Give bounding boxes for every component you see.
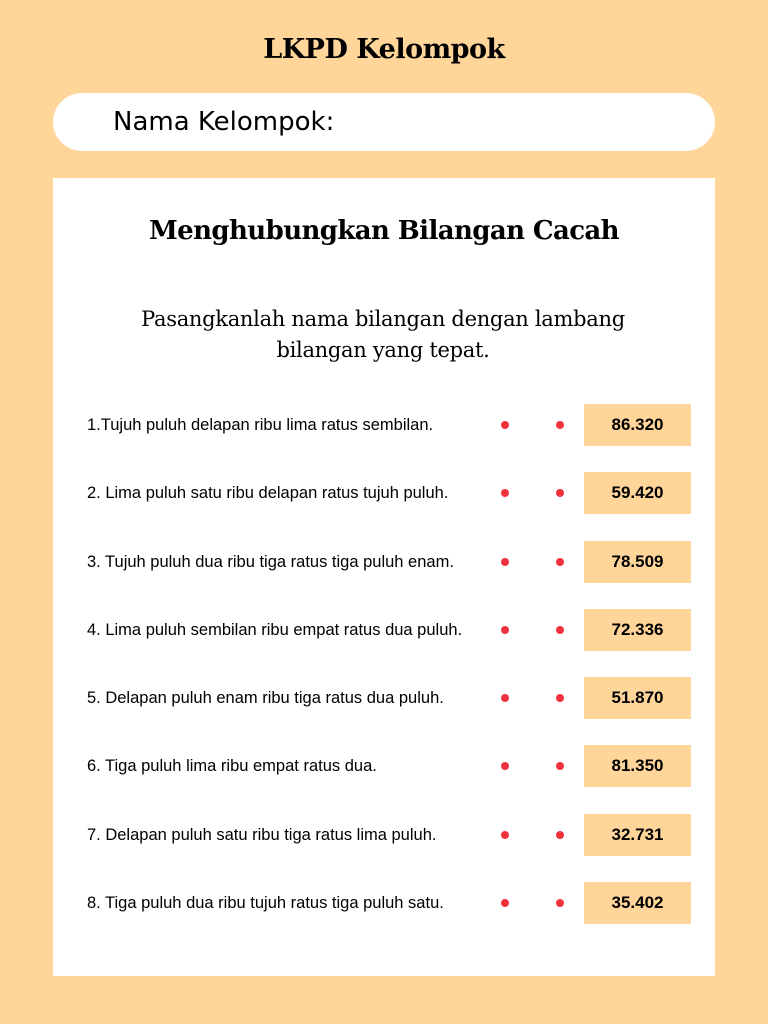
right-connector-dot[interactable] bbox=[556, 558, 564, 566]
left-connector-dot[interactable] bbox=[501, 558, 509, 566]
right-connector-dot[interactable] bbox=[556, 626, 564, 634]
worksheet-card bbox=[53, 178, 715, 976]
matching-row bbox=[53, 814, 715, 856]
right-connector-dot[interactable] bbox=[556, 831, 564, 839]
worksheet-title: Menghubungkan Bilangan Cacah bbox=[149, 216, 619, 246]
number-symbol-box: 59.420 bbox=[584, 472, 691, 514]
number-symbol-box: 78.509 bbox=[584, 541, 691, 583]
number-name-statement: 8. Tiga puluh dua ribu tujuh ratus tiga puluh satu. bbox=[87, 893, 444, 912]
matching-row bbox=[53, 541, 715, 583]
matching-row bbox=[53, 677, 715, 719]
number-name-statement: 5. Delapan puluh enam ribu tiga ratus dua puluh. bbox=[87, 688, 444, 707]
left-connector-dot[interactable] bbox=[501, 899, 509, 907]
matching-row bbox=[53, 472, 715, 514]
right-connector-dot[interactable] bbox=[556, 489, 564, 497]
matching-row bbox=[53, 404, 715, 446]
number-symbol-box: 35.402 bbox=[584, 882, 691, 924]
number-name-statement: 3. Tujuh puluh dua ribu tiga ratus tiga puluh enam. bbox=[87, 552, 454, 571]
right-connector-dot[interactable] bbox=[556, 694, 564, 702]
right-connector-dot[interactable] bbox=[556, 762, 564, 770]
number-name-statement: 4. Lima puluh sembilan ribu empat ratus dua puluh. bbox=[87, 620, 463, 639]
left-connector-dot[interactable] bbox=[501, 694, 509, 702]
left-connector-dot[interactable] bbox=[501, 762, 509, 770]
number-symbol-box: 81.350 bbox=[584, 745, 691, 787]
number-name-statement: 1.Tujuh puluh delapan ribu lima ratus sembilan. bbox=[87, 415, 434, 434]
worksheet-instruction: Pasangkanlah nama bilangan dengan lambang bilangan yang tepat. bbox=[141, 307, 625, 362]
page-title: LKPD Kelompok bbox=[263, 34, 505, 65]
number-name-statement: 2. Lima puluh satu ribu delapan ratus tujuh puluh. bbox=[87, 483, 449, 502]
group-name-label: Nama Kelompok: bbox=[113, 107, 335, 137]
number-name-statement: 7. Delapan puluh satu ribu tiga ratus lima puluh. bbox=[87, 825, 437, 844]
group-name-field[interactable] bbox=[53, 93, 715, 151]
right-connector-dot[interactable] bbox=[556, 899, 564, 907]
matching-row bbox=[53, 609, 715, 651]
number-symbol-box: 86.320 bbox=[584, 404, 691, 446]
number-symbol-box: 72.336 bbox=[584, 609, 691, 651]
number-name-statement: 6. Tiga puluh lima ribu empat ratus dua. bbox=[87, 756, 377, 775]
number-symbol-box: 51.870 bbox=[584, 677, 691, 719]
left-connector-dot[interactable] bbox=[501, 831, 509, 839]
number-symbol-box: 32.731 bbox=[584, 814, 691, 856]
right-connector-dot[interactable] bbox=[556, 421, 564, 429]
left-connector-dot[interactable] bbox=[501, 489, 509, 497]
left-connector-dot[interactable] bbox=[501, 626, 509, 634]
matching-row bbox=[53, 745, 715, 787]
left-connector-dot[interactable] bbox=[501, 421, 509, 429]
matching-row bbox=[53, 882, 715, 924]
